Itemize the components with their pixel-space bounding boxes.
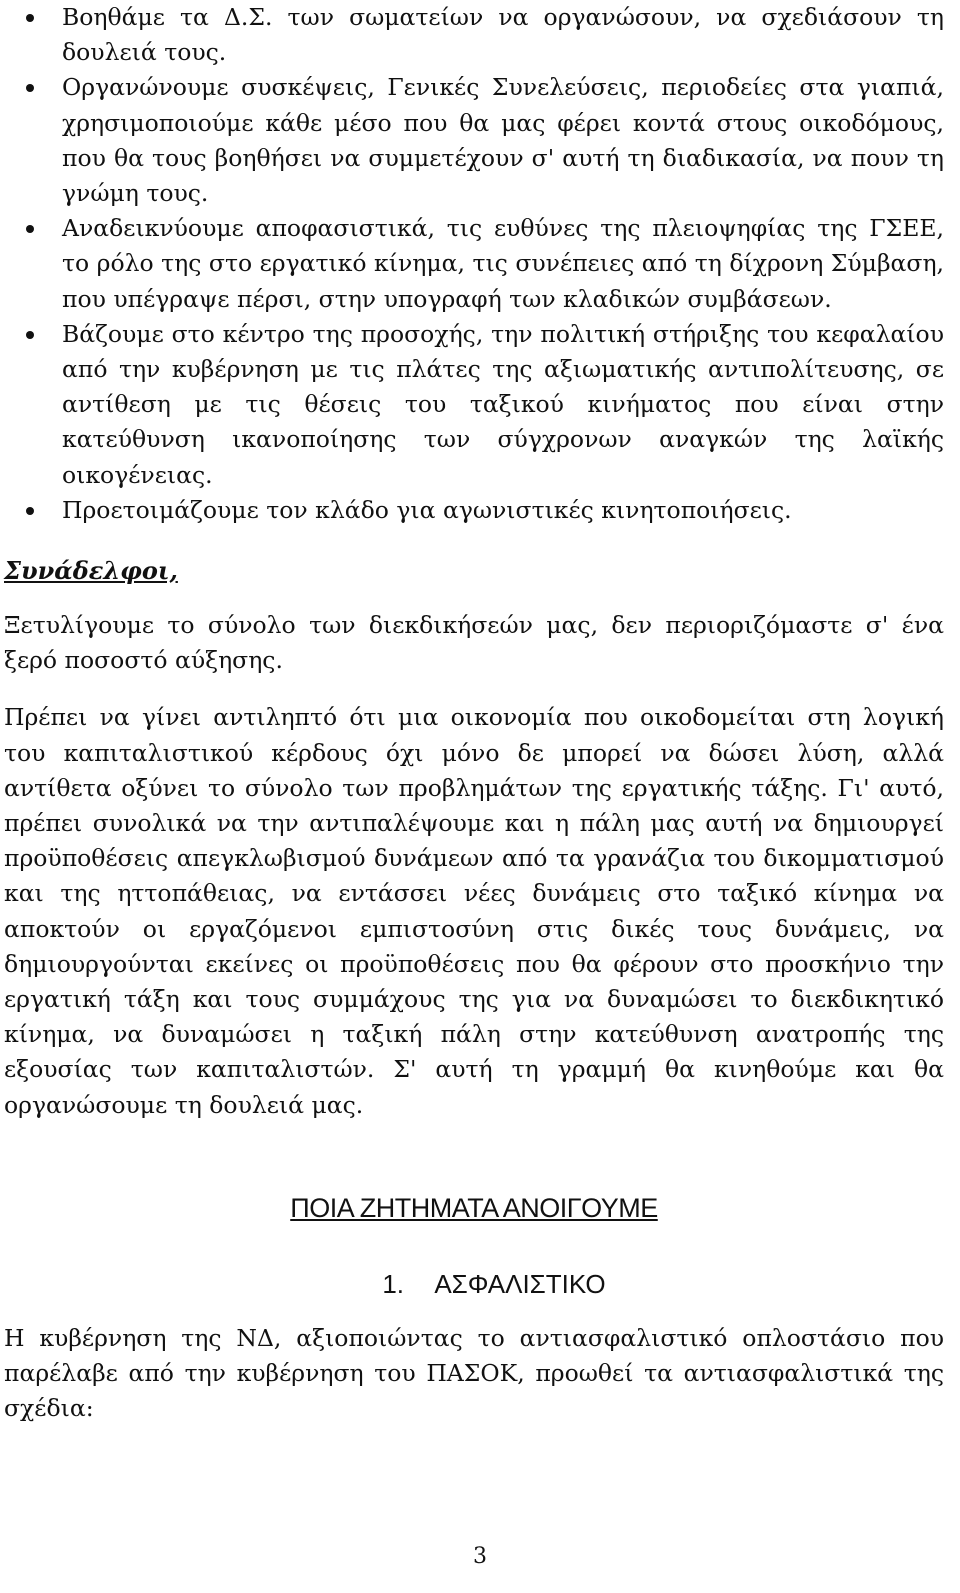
section-heading: ΠΟΙΑ ΖΗΤΗΜΑΤΑ ΑΝΟΙΓΟΥΜΕ — [290, 1192, 658, 1223]
bullet-icon — [26, 14, 34, 22]
list-item-text: Βοηθάμε τα Δ.Σ. των σωματείων να οργανώσουν, να σχεδιάσουν τη δουλειά τους. — [62, 3, 944, 67]
paragraph-insurance: Η κυβέρνηση της ΝΔ, αξιοποιώντας το αντιασφαλιστικό οπλοστάσιο που παρέλαβε από την κυβέρνηση του ΠΑΣΟΚ, προωθεί τα αντιασφαλιστικά της σχέδια: — [4, 1323, 944, 1423]
list-item — [4, 211, 944, 317]
list-item-text: Βάζουμε στο κέντρο της προσοχής, την πολιτική στήριξης του κεφαλαίου από την κυβέρνηση με τις πλάτες της αξιωματικής αντιπολίτευσης, σε αντίθεση με τις θέσεις του ταξικού κινήματος που είναι στην κατεύθυνση ικανοποίησης των σύγχρονων αναγκών της λαϊκής οικογένειας. — [62, 319, 944, 489]
paragraph-economy: Πρέπει να γίνει αντιληπτό ότι μια οικονομία που οικοδομείται στη λογική του καπιταλιστικού κέρδους όχι μόνο δε μπορεί να δώσει λύση, αλλά αντίθετα οξύνει το σύνολο των προβλημάτων της εργατικής τάξης. Γι' αυτό, πρέπει συνολικά να την αντιπαλέψουμε και η πάλη μας αυτή να δημιουργεί προϋποθέσεις απεγκλωβισμού δυνάμεων από τα γρανάζια του δικομματισμού και της ηττοπάθειας, να εντάσσει νέες δυνάμεις στο ταξικό κίνημα να αποκτούν οι εργαζόμενοι εμπιστοσύνη στις δικές τους δυνάμεις, να δημιουργούνται εκείνες οι προϋποθέσεις που θα φέρουν στο προσκήνιο την εργατική τάξη και τους συμμάχους της για να δυναμώσει το διεκδικητικό κίνημα, να δυναμώσει η ταξική πάλη στην κατεύθυνση ανατροπής της εξουσίας των καπιταλιστών. Σ' αυτή τη γραμμή θα κινηθούμε και θα οργανώσουμε τη δουλειά μας. — [4, 703, 944, 1119]
bullet-icon — [26, 331, 34, 339]
subsection-heading — [4, 1267, 944, 1301]
bullet-icon — [26, 507, 34, 515]
list-item-text: Αναδεικνύουμε αποφασιστικά, τις ευθύνες της πλειοψηφίας της ΓΣΕΕ, το ρόλο της στο εργατικό κίνημα, τις συνέπειες από τη δίχρονη Σύμβαση, που υπέγραψε πέρσι, στην υπογραφή των κλαδικών συμβάσεων. — [62, 214, 944, 313]
list-item-text: Οργανώνουμε συσκέψεις, Γενικές Συνελεύσεις, περιοδείες στα γιαπιά, χρησιμοποιούμε κάθε μέσο που θα μας φέρει κοντά στους οικοδόμους, που θα τους βοηθήσει να συμμετέχουν σ' αυτή τη διαδικασία, να πουν τη γνώμη τους. — [62, 73, 944, 208]
subsection-title: ΑΣΦΑΛΙΣΤΙΚΟ — [434, 1268, 606, 1299]
document-page — [4, 0, 944, 1427]
subsection-number: 1. — [382, 1268, 405, 1299]
list-item — [4, 70, 944, 211]
list-item — [4, 0, 944, 70]
paragraph-demands: Ξετυλίγουμε το σύνολο των διεκδικήσεών μας, δεν περιοριζόμαστε σ' ένα ξερό ποσοστό αύξησης. — [4, 611, 944, 675]
salutation: Συνάδελφοι, — [4, 556, 178, 586]
list-item — [4, 493, 944, 528]
bullet-icon — [26, 225, 34, 233]
page-number: 3 — [473, 1544, 487, 1569]
list-item-text: Προετοιμάζουμε τον κλάδο για αγωνιστικές κινητοποιήσεις. — [62, 495, 792, 524]
list-item — [4, 317, 944, 493]
bullet-list — [4, 0, 944, 528]
bullet-icon — [26, 84, 34, 92]
